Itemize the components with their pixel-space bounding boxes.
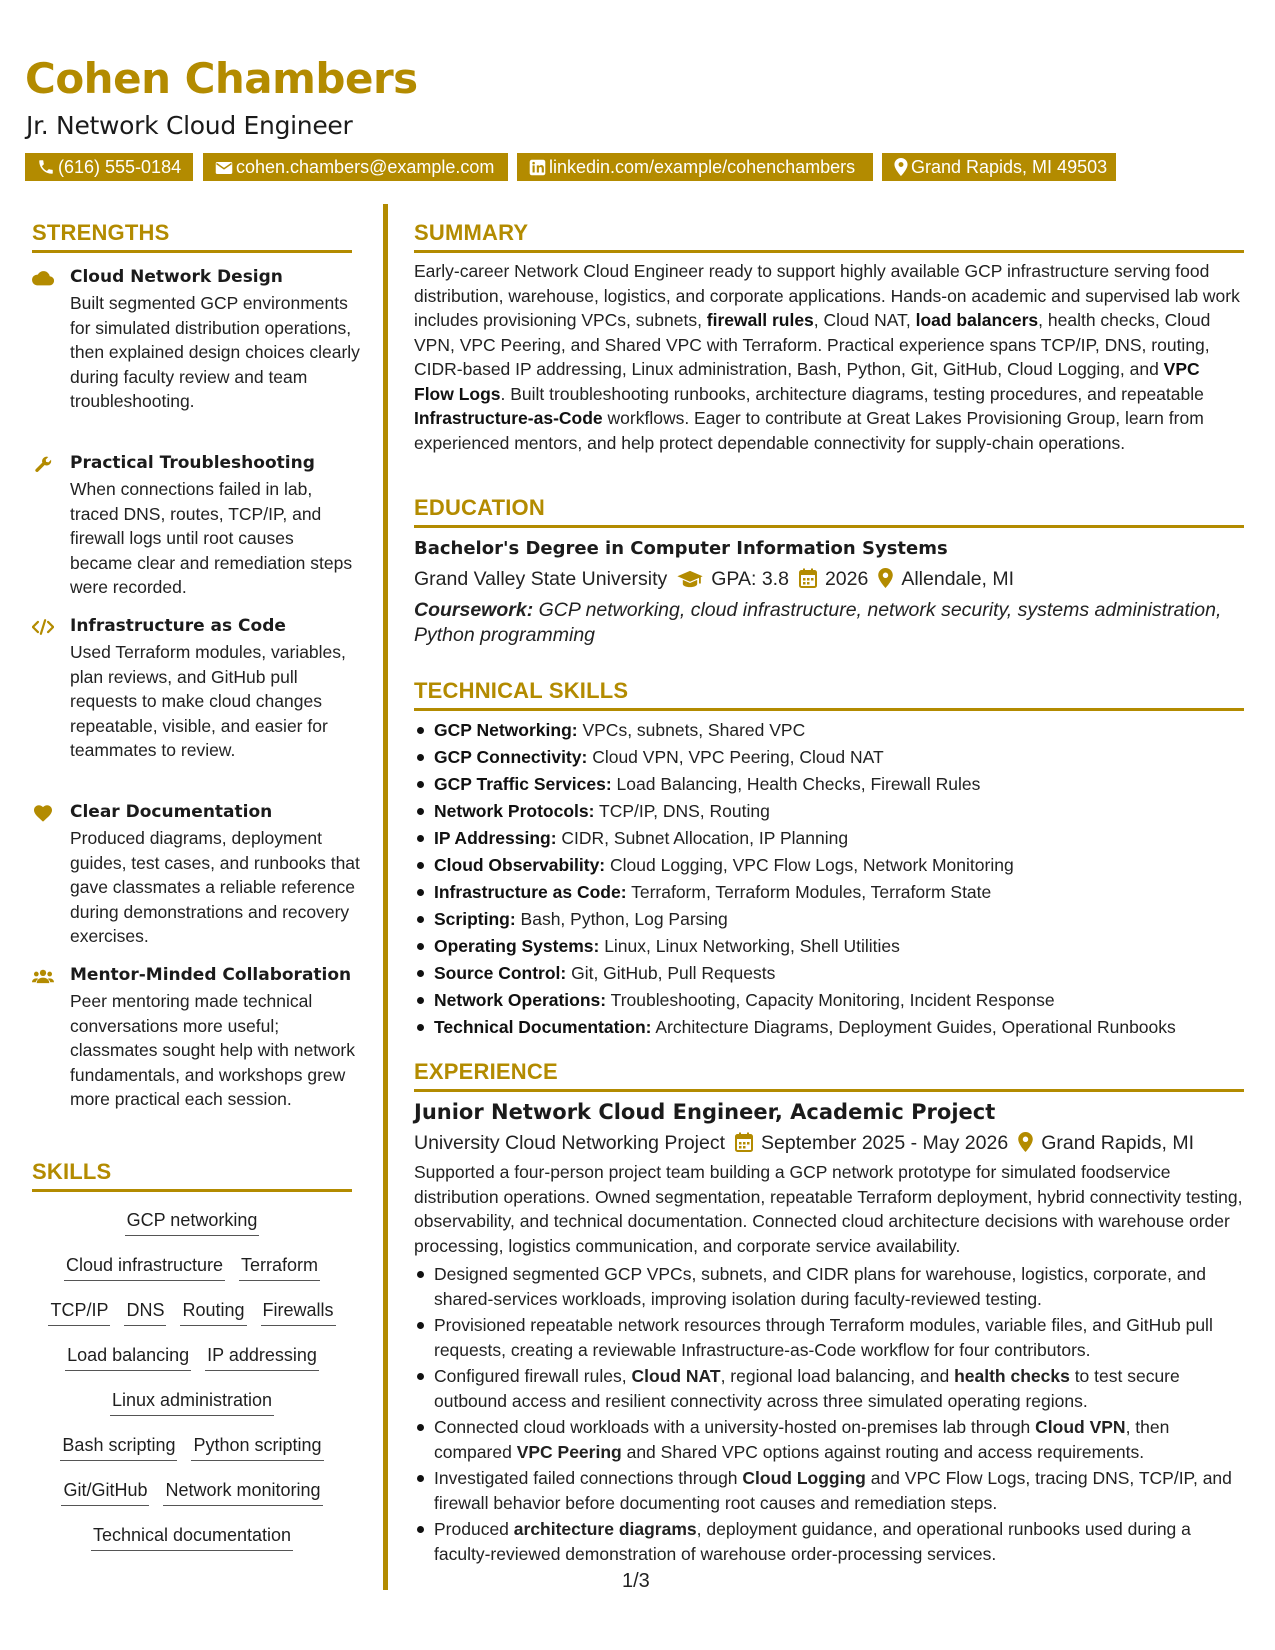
technical-skill-label: Source Control: bbox=[434, 963, 567, 983]
experience-bullet bbox=[414, 1517, 1244, 1566]
bold-run: health checks bbox=[954, 1366, 1070, 1386]
skill-tag: TCP/IP bbox=[48, 1299, 110, 1326]
text-run: , regional load balancing, and bbox=[720, 1366, 955, 1386]
coursework bbox=[414, 598, 1234, 648]
coursework-label: Coursework: bbox=[414, 599, 534, 621]
skill-row bbox=[32, 1524, 352, 1551]
skill-row bbox=[32, 1479, 352, 1506]
text-run: workflows. Eager to contribute at Great Lakes Provisioning Group, learn from experienced mentors, and help protect dependable connectivity for supply-chain operations. bbox=[414, 408, 1204, 453]
strength-title: Practical Troubleshooting bbox=[70, 453, 315, 473]
experience-dates: September 2025 - May 2026 bbox=[761, 1132, 1009, 1154]
experience-job-title: Junior Network Cloud Engineer, Academic Project bbox=[414, 1100, 996, 1124]
technical-skill-value: Bash, Python, Log Parsing bbox=[515, 909, 728, 929]
experience-heading: EXPERIENCE bbox=[414, 1059, 558, 1084]
text-run: Investigated failed connections through bbox=[434, 1468, 743, 1488]
contact-phone-text: (616) 555-0184 bbox=[58, 157, 182, 177]
text-run: Produced bbox=[434, 1519, 514, 1539]
skill-tag: Network monitoring bbox=[163, 1479, 322, 1506]
experience-meta bbox=[414, 1130, 1194, 1156]
school-location: Allendale, MI bbox=[901, 568, 1015, 590]
calendar-icon bbox=[735, 1132, 753, 1152]
experience-bullet bbox=[414, 1313, 1244, 1362]
phone-icon bbox=[37, 158, 55, 176]
skill-tag: Git/GitHub bbox=[61, 1479, 149, 1506]
technical-skill-label: GCP Connectivity: bbox=[434, 747, 588, 767]
map-pin-icon bbox=[878, 568, 893, 588]
summary-rule bbox=[414, 250, 1244, 253]
contact-linkedin-text: linkedin.com/example/cohenchambers bbox=[549, 157, 856, 177]
text-run: Provisioned repeatable network resources through Terraform modules, variable files, and GitHub pull requests, creating a reviewable Infrastructure-as-Code workflow for four contributors. bbox=[434, 1315, 1213, 1360]
experience-bullets bbox=[414, 1262, 1244, 1568]
graduation-cap-icon bbox=[677, 570, 703, 588]
job-title-headline: Jr. Network Cloud Engineer bbox=[26, 111, 353, 140]
graduation-year: 2026 bbox=[824, 568, 869, 590]
experience-bullet bbox=[414, 1364, 1244, 1413]
experience-description: Supported a four-person project team building a GCP network prototype for simulated foodservice distribution operations. Owned segmentation, repeatable Terraform deployment, hybrid connectivity testing, observability, and technical documentation. Connected cloud architecture decisions with warehouse order processing, logistics communication, and corporate service availability. bbox=[414, 1162, 1243, 1256]
technical-skill-item bbox=[414, 744, 1244, 771]
technical-skill-value: Cloud VPN, VPC Peering, Cloud NAT bbox=[587, 747, 884, 767]
technical-skill-value: Load Balancing, Health Checks, Firewall Rules bbox=[611, 774, 981, 794]
bold-run: Infrastructure-as-Code bbox=[414, 408, 603, 428]
degree-title: Bachelor's Degree in Computer Information Systems bbox=[414, 538, 948, 559]
technical-skill-label: GCP Traffic Services: bbox=[434, 774, 612, 794]
text-run: Connected cloud workloads with a university-hosted on-premises lab through bbox=[434, 1417, 1036, 1437]
technical-skill-value: Terraform, Terraform Modules, Terraform State bbox=[626, 882, 992, 902]
page-number: 1/3 bbox=[622, 1570, 650, 1592]
skill-row bbox=[32, 1344, 352, 1371]
bold-run: Cloud NAT bbox=[631, 1366, 721, 1386]
technical-skill-item bbox=[414, 960, 1244, 987]
technical-skill-label: Infrastructure as Code: bbox=[434, 882, 627, 902]
technical-skill-item bbox=[414, 933, 1244, 960]
skill-tag: GCP networking bbox=[125, 1209, 260, 1236]
experience-bullet bbox=[414, 1262, 1244, 1311]
skill-row bbox=[32, 1254, 352, 1281]
technical-skill-value: Cloud Logging, VPC Flow Logs, Network Monitoring bbox=[605, 855, 1014, 875]
text-run: Early-career Network Cloud Engineer ready to support highly available GCP infrastructure serving food distribution, warehouse, logistics, and corporate applications. Hands-on academic and supervised lab work includes provisioning VPCs, subnets, bbox=[414, 261, 1240, 330]
text-run: to test secure outbound access and resilient connectivity across three simulated operating regions. bbox=[434, 1366, 1180, 1411]
technical-skill-label: Scripting: bbox=[434, 909, 516, 929]
strength-body: When connections failed in lab, traced DNS, routes, TCP/IP, and firewall logs until root causes became clear and remediation steps were recorded. bbox=[70, 479, 353, 597]
text-run: and VPC Flow Logs, tracing DNS, TCP/IP, and firewall behavior before documenting root causes and remediation steps. bbox=[434, 1468, 1232, 1513]
education-heading: EDUCATION bbox=[414, 495, 545, 520]
skill-row bbox=[32, 1434, 352, 1461]
technical-skill-item bbox=[414, 879, 1244, 906]
map-pin-icon bbox=[1018, 1132, 1033, 1152]
technical-skill-label: Network Operations: bbox=[434, 990, 607, 1010]
technical-skill-label: Network Protocols: bbox=[434, 801, 595, 821]
technical-skill-value: TCP/IP, DNS, Routing bbox=[594, 801, 770, 821]
contact-location-text: Grand Rapids, MI 49503 bbox=[911, 157, 1108, 177]
cloud-icon bbox=[32, 269, 54, 287]
text-run: . Built troubleshooting runbooks, architecture diagrams, testing procedures, and repeatable bbox=[500, 383, 1204, 404]
education-meta bbox=[414, 566, 1014, 592]
map-pin-icon bbox=[894, 158, 908, 176]
bold-run: Cloud Logging bbox=[742, 1468, 866, 1488]
technical-skill-item bbox=[414, 906, 1244, 933]
technical-skill-item bbox=[414, 771, 1244, 798]
technical-skills-rule bbox=[414, 708, 1244, 711]
contact-email[interactable] bbox=[203, 153, 508, 181]
strength-title: Cloud Network Design bbox=[70, 267, 283, 287]
contact-phone[interactable] bbox=[25, 153, 193, 181]
bold-run: load balancers bbox=[915, 310, 1039, 330]
text-run: Designed segmented GCP VPCs, subnets, and CIDR plans for warehouse, logistics, corporate, and shared-services workloads, improving isolation during faculty-reviewed testing. bbox=[434, 1264, 1207, 1309]
technical-skill-item bbox=[414, 717, 1244, 744]
skill-tag: Terraform bbox=[239, 1254, 320, 1281]
technical-skill-item bbox=[414, 852, 1244, 879]
bold-run: VPC Flow Logs bbox=[414, 359, 1200, 404]
summary-heading: SUMMARY bbox=[414, 220, 529, 245]
strength-title: Clear Documentation bbox=[70, 802, 273, 822]
technical-skill-item bbox=[414, 798, 1244, 825]
technical-skill-value: Git, GitHub, Pull Requests bbox=[566, 963, 776, 983]
skill-row bbox=[32, 1209, 352, 1236]
strength-body: Built segmented GCP environments for simulated distribution operations, then explained design choices clearly during faculty review and team troubleshooting. bbox=[70, 293, 360, 411]
technical-skill-item bbox=[414, 1014, 1244, 1041]
experience-rule bbox=[414, 1089, 1244, 1092]
skill-tag: Cloud infrastructure bbox=[64, 1254, 225, 1281]
school-name: Grand Valley State University bbox=[414, 568, 668, 590]
users-icon bbox=[32, 967, 54, 985]
text-run: , deployment guidance, and operational runbooks used during a faculty-reviewed demonstration of warehouse order-processing services. bbox=[434, 1519, 1191, 1564]
education-rule bbox=[414, 525, 1244, 528]
strength-title: Mentor-Minded Collaboration bbox=[70, 965, 352, 985]
bold-run: architecture diagrams bbox=[513, 1519, 697, 1539]
skill-tag: Bash scripting bbox=[60, 1434, 177, 1461]
technical-skill-value: VPCs, subnets, Shared VPC bbox=[577, 720, 806, 740]
experience-bullet bbox=[414, 1415, 1244, 1464]
experience-bullet bbox=[414, 1466, 1244, 1515]
text-run: , Cloud NAT, bbox=[813, 310, 916, 330]
skills-rule bbox=[32, 1189, 352, 1192]
skill-row bbox=[32, 1389, 352, 1416]
organization-name: University Cloud Networking Project bbox=[414, 1132, 726, 1154]
technical-skill-label: GCP Networking: bbox=[434, 720, 578, 740]
candidate-name: Cohen Chambers bbox=[25, 54, 418, 103]
technical-skills-list bbox=[414, 717, 1244, 1041]
technical-skill-label: Technical Documentation: bbox=[434, 1017, 652, 1037]
skill-tag: Load balancing bbox=[65, 1344, 191, 1371]
text-run: , then compared bbox=[434, 1417, 1170, 1462]
skill-tag: DNS bbox=[124, 1299, 166, 1326]
technical-skill-item bbox=[414, 825, 1244, 852]
text-run: , health checks, Cloud VPN, VPC Peering, and Shared VPC with Terraform. Practical experience spans TCP/IP, DNS, routing, CIDR-based IP addressing, Linux administration, Bash, Python, Git, GitHub, Cloud Logging, and bbox=[414, 310, 1211, 379]
strength-body: Peer mentoring made technical conversations more useful; classmates sought help with network fundamentals, and workshops grew more practical each session. bbox=[70, 991, 355, 1109]
technical-skill-label: Operating Systems: bbox=[434, 936, 600, 956]
technical-skill-value: CIDR, Subnet Allocation, IP Planning bbox=[556, 828, 849, 848]
strengths-rule bbox=[32, 250, 352, 253]
contact-location[interactable] bbox=[882, 153, 1116, 181]
linkedin-icon bbox=[529, 159, 546, 176]
heart-icon bbox=[32, 804, 54, 822]
skill-tag: Linux administration bbox=[110, 1389, 274, 1416]
skill-tag: Firewalls bbox=[261, 1299, 336, 1326]
bold-run: firewall rules bbox=[706, 310, 814, 330]
skill-tag: Routing bbox=[180, 1299, 246, 1326]
technical-skills-heading: TECHNICAL SKILLS bbox=[414, 678, 629, 703]
wrench-icon bbox=[32, 455, 54, 473]
bold-run: VPC Peering bbox=[516, 1441, 622, 1462]
technical-skill-value: Linux, Linux Networking, Shell Utilities bbox=[599, 936, 900, 956]
contact-linkedin[interactable] bbox=[517, 153, 873, 181]
summary-text bbox=[414, 259, 1244, 455]
coursework-list: GCP networking, cloud infrastructure, network security, systems administration, Python programming bbox=[414, 599, 1222, 646]
gpa-value: GPA: 3.8 bbox=[711, 568, 789, 590]
strength-title: Infrastructure as Code bbox=[70, 616, 286, 636]
technical-skill-label: Cloud Observability: bbox=[434, 855, 606, 875]
column-divider bbox=[383, 204, 388, 1590]
technical-skill-item bbox=[414, 987, 1244, 1014]
skill-row bbox=[32, 1299, 352, 1326]
technical-skill-value: Architecture Diagrams, Deployment Guides, Operational Runbooks bbox=[651, 1017, 1176, 1037]
technical-skill-label: IP Addressing: bbox=[434, 828, 557, 848]
skill-tag: Technical documentation bbox=[91, 1524, 293, 1551]
text-run: Configured firewall rules, bbox=[434, 1366, 632, 1386]
strengths-heading: STRENGTHS bbox=[32, 220, 170, 245]
experience-location: Grand Rapids, MI bbox=[1041, 1132, 1194, 1154]
contact-email-text: cohen.chambers@example.com bbox=[236, 157, 495, 177]
calendar-icon bbox=[799, 568, 817, 588]
skill-tag: Python scripting bbox=[191, 1434, 323, 1461]
technical-skill-value: Troubleshooting, Capacity Monitoring, Incident Response bbox=[606, 990, 1055, 1010]
skills-heading: SKILLS bbox=[32, 1159, 112, 1184]
bold-run: Cloud VPN bbox=[1035, 1417, 1126, 1437]
skill-tag: IP addressing bbox=[205, 1344, 319, 1371]
envelope-icon bbox=[215, 160, 233, 176]
strength-body: Produced diagrams, deployment guides, test cases, and runbooks that gave classmates a reliable reference during demonstrations and recovery exercises. bbox=[70, 828, 360, 946]
code-icon bbox=[32, 618, 54, 636]
strength-body: Used Terraform modules, variables, plan reviews, and GitHub pull requests to make cloud changes repeatable, visible, and easier for teammates to review. bbox=[70, 642, 346, 760]
text-run: and Shared VPC options against routing and access requirements. bbox=[621, 1441, 1145, 1462]
